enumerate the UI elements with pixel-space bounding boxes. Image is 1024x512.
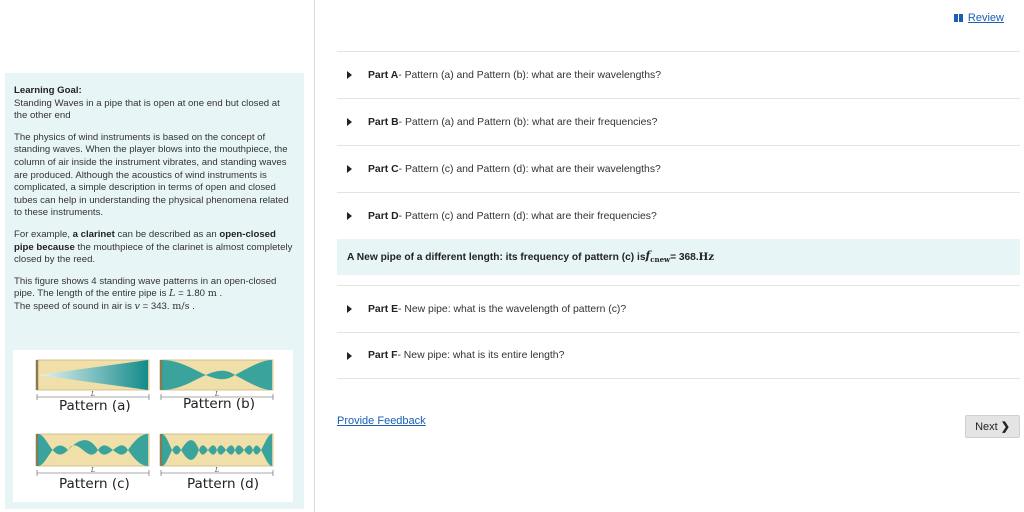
provide-feedback-link[interactable]: Provide Feedback — [337, 415, 426, 427]
expand-caret-icon — [347, 212, 352, 220]
part-c-row[interactable]: Part C - Pattern (c) and Pattern (d): what are their wavelengths? — [337, 145, 1020, 192]
expand-caret-icon — [347, 165, 352, 173]
part-a-row[interactable]: Part A - Pattern (a) and Pattern (b): what are their wavelengths? — [337, 51, 1020, 98]
pattern-d-label: Pattern (d) — [187, 476, 259, 492]
expand-caret-icon — [347, 305, 352, 313]
pattern-d-tube — [161, 434, 273, 476]
figure-description-paragraph: This figure shows 4 standing wave patterns in an open-closed pipe. The length of the entire pipe is L = 1.80 m . The speed of sound in air is v = 343. m/s . — [14, 275, 277, 312]
pattern-b-length-label: L — [215, 391, 219, 398]
standing-wave-figure — [13, 350, 293, 502]
next-button[interactable]: Next ❯ — [965, 415, 1020, 438]
pattern-c-tube — [37, 434, 149, 476]
pattern-b-tube — [161, 360, 273, 400]
part-e-row[interactable]: Part E - New pipe: what is the wavelength of pattern (c)? — [337, 285, 1020, 332]
learning-goal-panel — [5, 73, 304, 509]
learning-goal-title: Learning Goal: — [14, 85, 82, 96]
part-b-row[interactable]: Part B - Pattern (a) and Pattern (b): what are their frequencies? — [337, 98, 1020, 145]
expand-caret-icon — [347, 352, 352, 360]
vertical-divider — [314, 0, 315, 512]
f-cnew-symbol: $f_{cnew}$ — [645, 249, 671, 265]
pattern-a-label: Pattern (a) — [59, 398, 131, 414]
expand-caret-icon — [347, 118, 352, 126]
review-link[interactable] — [954, 12, 1004, 24]
pattern-a-length-label: L — [91, 391, 95, 398]
intro-paragraph: The physics of wind instruments is based on the concept of standing waves. When the player blows into the mouthpiece, the column of air inside the instrument vibrates, and standing waves are produced. Although the acoustics of wind instruments is complicated, a simple description in terms of open and closed tubes can help in understanding the physical phenomena related to these instruments. — [14, 131, 289, 219]
pattern-b-label: Pattern (b) — [183, 396, 255, 412]
parts-list — [337, 51, 1020, 239]
pattern-c-label: Pattern (c) — [59, 476, 130, 492]
part-f-row[interactable]: Part F - New pipe: what is its entire length? — [337, 332, 1020, 379]
pattern-a-tube — [37, 360, 149, 400]
pattern-c-length-label: L — [91, 467, 95, 474]
review-label: Review — [967, 12, 1004, 24]
expand-caret-icon — [347, 71, 352, 79]
parts-list-2 — [337, 285, 1020, 379]
part-d-row[interactable]: Part D - Pattern (c) and Pattern (d): what are their frequencies? — [337, 192, 1020, 239]
new-pipe-info-box: A New pipe of a different length: its frequency of pattern (c) is $f_{cnew}$ = 368. Hz — [337, 239, 1020, 275]
review-icon — [954, 14, 963, 22]
chevron-right-icon: ❯ — [1000, 421, 1010, 433]
pattern-d-length-label: L — [215, 467, 219, 474]
clarinet-paragraph: For example, a clarinet can be described as an open-closed pipe because the mouthpiece of the clarinet is almost completely closed by the reed. — [14, 228, 293, 266]
learning-goal-subtitle: Standing Waves in a pipe that is open at one end but closed at the other end — [14, 97, 280, 122]
